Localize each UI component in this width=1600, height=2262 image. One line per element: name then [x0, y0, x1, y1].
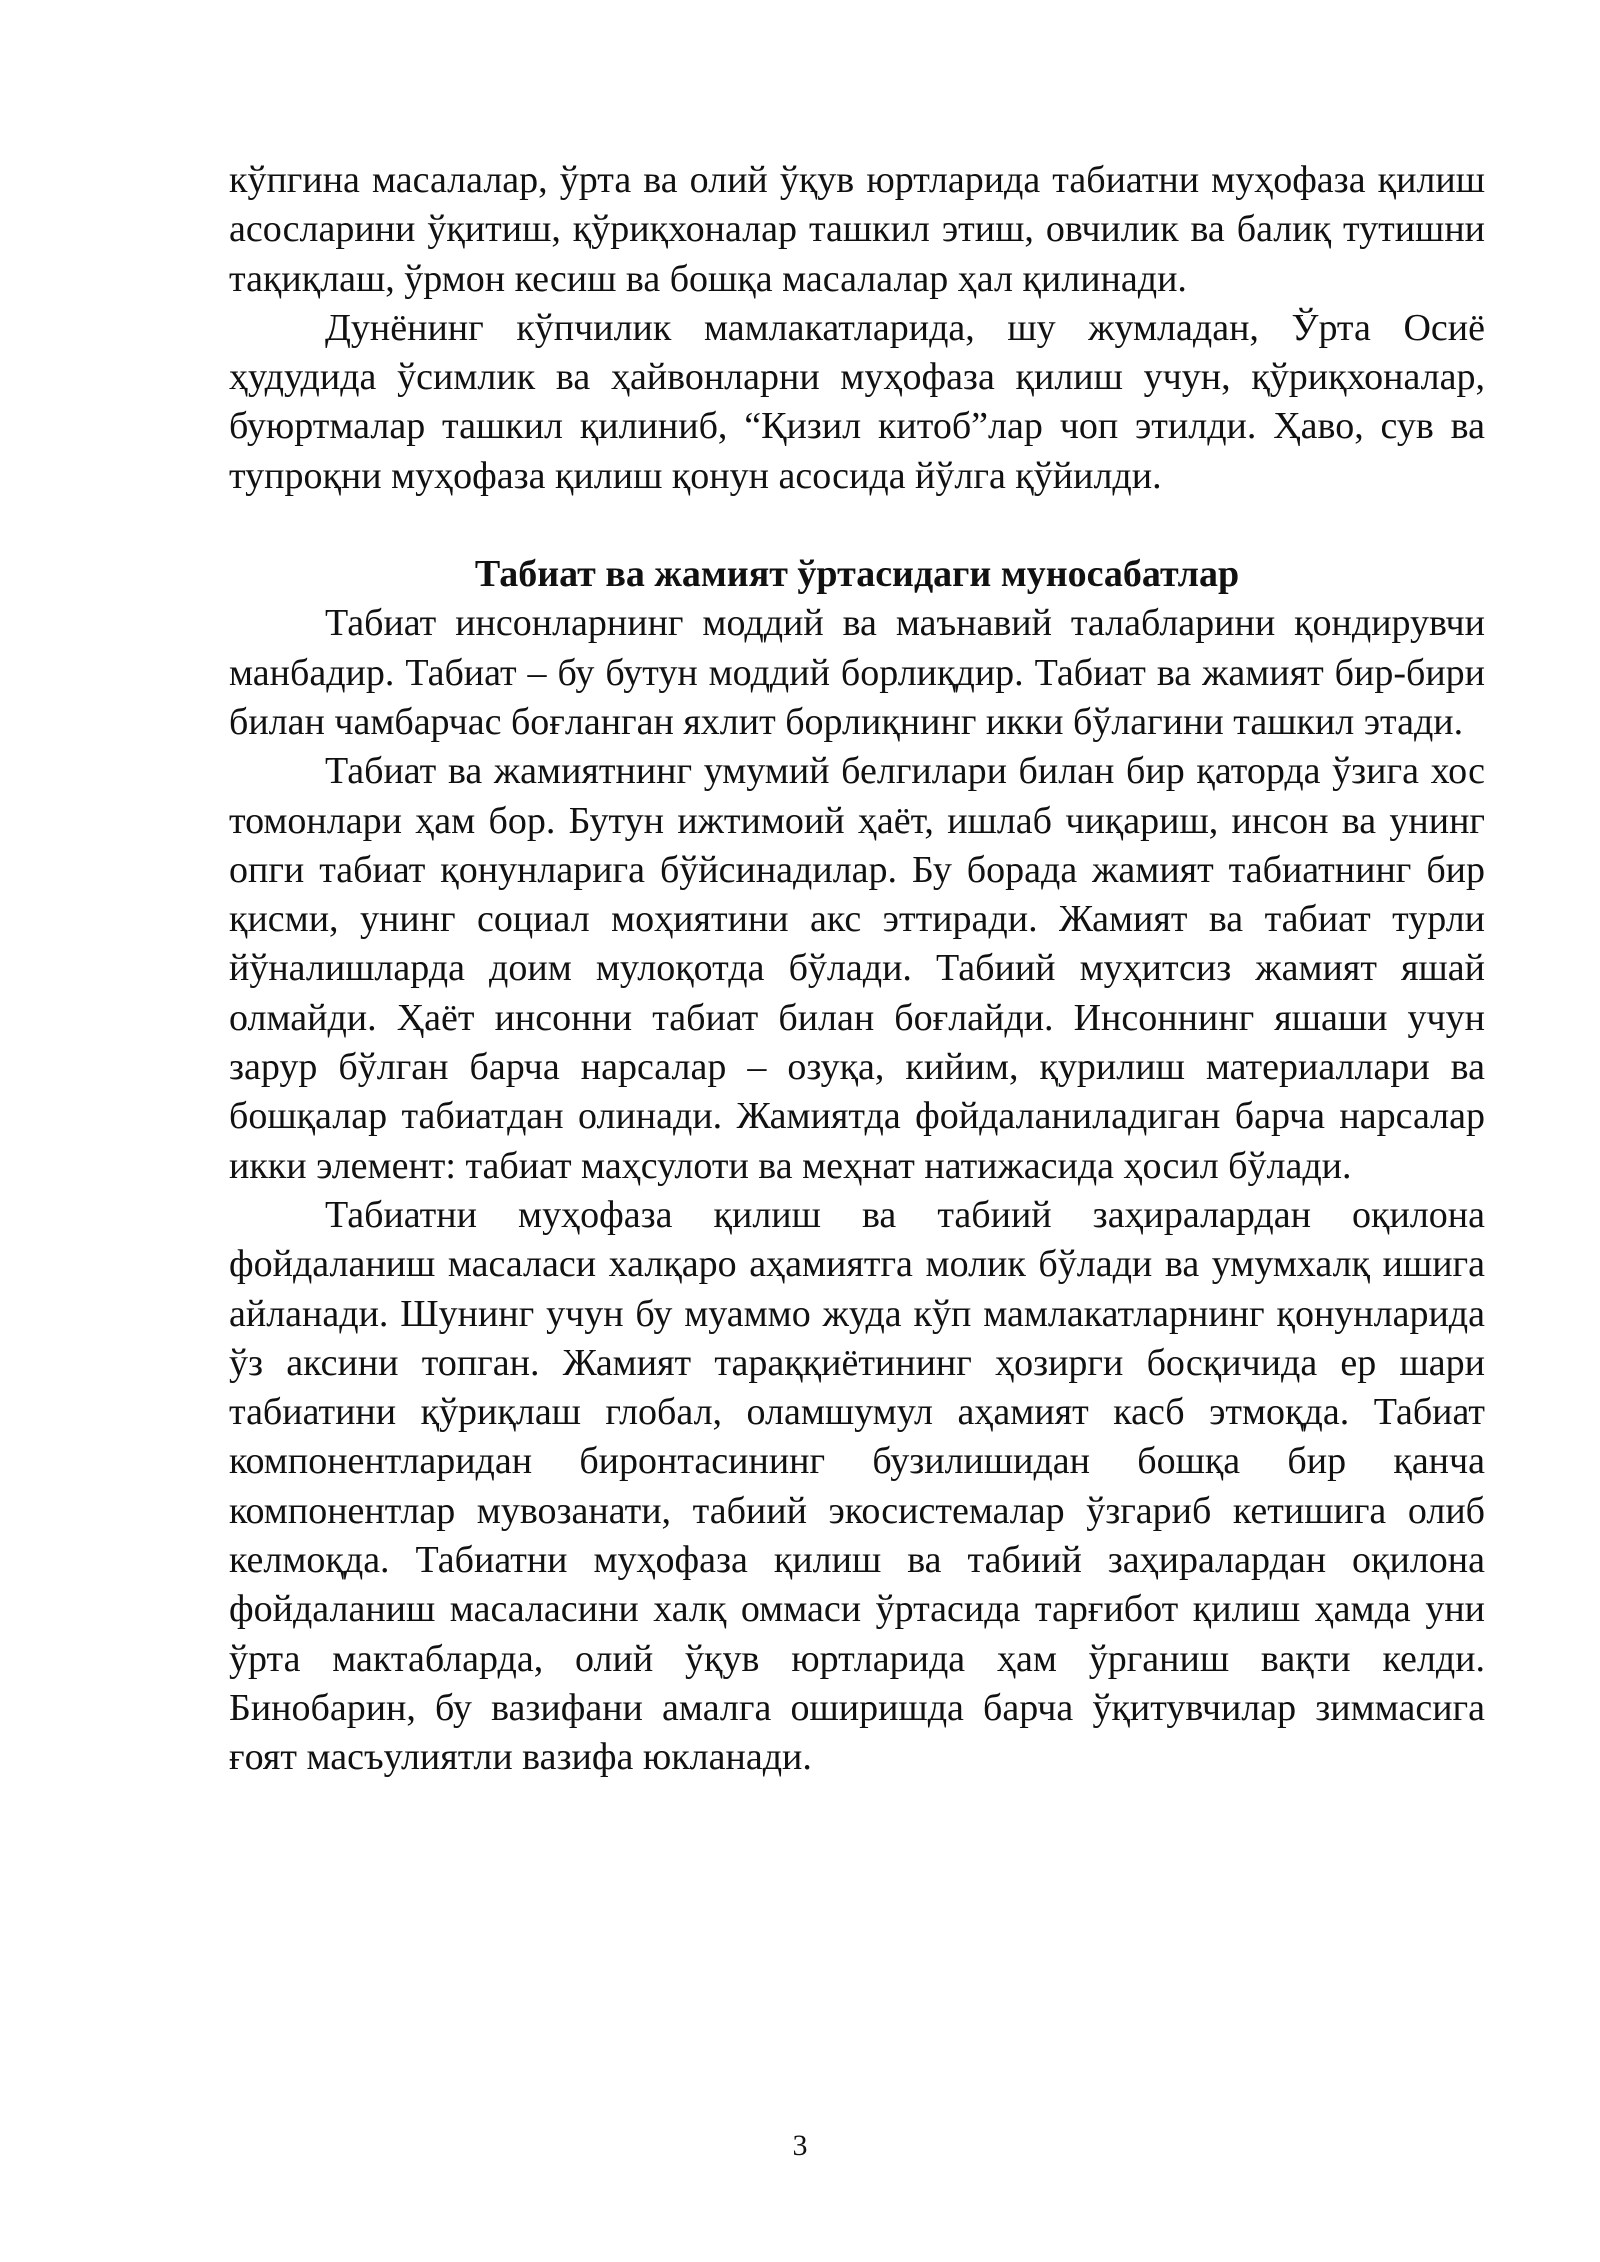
section-heading: Табиат ва жамият ўртасидаги муносабатлар [474, 553, 1240, 596]
paragraph-continuation: кўпгина масалалар, ўрта ва олий ўқув юртларида табиатни муҳофаза қилиш асосларини ўқитиш, қўриқхоналар ташкил этиш, овчилик ва балиқ тутишни тақиқлаш, ўрмон кесиш ва бошқа масалалар ҳал қилинади. [229, 159, 1485, 300]
section-paragraph-2: Табиат ва жамиятнинг умумий белгилари билан бир қаторда ўзига хос томонлари ҳам бор. Бутун ижтимоий ҳаёт, ишлаб чиқариш, инсон ва унинг опги табиат қонунларига бўйсинадилар. Бу борада жамият табиатнинг бир қисми, унинг социал моҳиятини акс эттиради. Жамият ва табиат турли йўналишларда доим мулоқотда бўлади. Табиий муҳитсиз жамият яшай олмайди. Ҳаёт инсонни табиат билан боғлайди. Инсоннинг яшаши учун зарур бўлган барча нарсалар – озуқа, кийим, қурилиш материаллари ва бошқалар табиатдан олинади. Жамиятда фойдаланиладиган барча нарсалар икки элемент: табиат маҳсулоти ва меҳнат натижасида ҳосил бўлади. [229, 750, 1485, 1187]
page-number: 3 [792, 2129, 808, 2162]
document-body [229, 156, 1485, 1783]
section-paragraph-3: Табиатни муҳофаза қилиш ва табиий заҳиралардан оқилона фойдаланиш масаласи халқаро аҳамиятга молик бўлади ва умумхалқ ишига айланади. Шунинг учун бу муаммо жуда кўп мамлакатларнинг қонунларида ўз аксини топган. Жамият тараққиётининг ҳозирги босқичида ер шари табиатини қўриқлаш глобал, оламшумул аҳамият касб этмоқда. Табиат компонентларидан биронтасининг бузилишидан бошқа бир қанча компонентлар мувозанати, табиий экосистемалар ўзгариб кетишига олиб келмоқда. Табиатни муҳофаза қилиш ва табиий заҳиралардан оқилона фойдаланиш масаласини халқ оммаси ўртасида тарғибот қилиш ҳамда уни ўрта мактабларда, олий ўқув юртларида ҳам ўрганиш вақти келди. Бинобарин, бу вазифани амалга оширишда барча ўқитувчилар зиммасига ғоят масъулиятли вазифа юкланади. [229, 1193, 1485, 1779]
section-paragraph-1: Табиат инсонларнинг моддий ва маънавий талабларини қондирувчи манбадир. Табиат – бу бутун моддий борлиқдир. Табиат ва жамият бир-бири билан чамбарчас боғланган яхлит борлиқнинг икки бўлагини ташкил этади. [229, 602, 1485, 743]
section-spacer [229, 501, 1485, 550]
paragraph-protected-areas: Дунёнинг кўпчилик мамлакатларида, шу жумладан, Ўрта Осиё ҳудудида ўсимлик ва ҳайвонларни муҳофаза қилиш учун, қўриқхоналар, буюртмалар ташкил қилиниб, “Қизил китоб”лар чоп этилди. Ҳаво, сув ва тупроқни муҳофаза қилиш қонун асосида йўлга қўйилди. [229, 306, 1485, 497]
